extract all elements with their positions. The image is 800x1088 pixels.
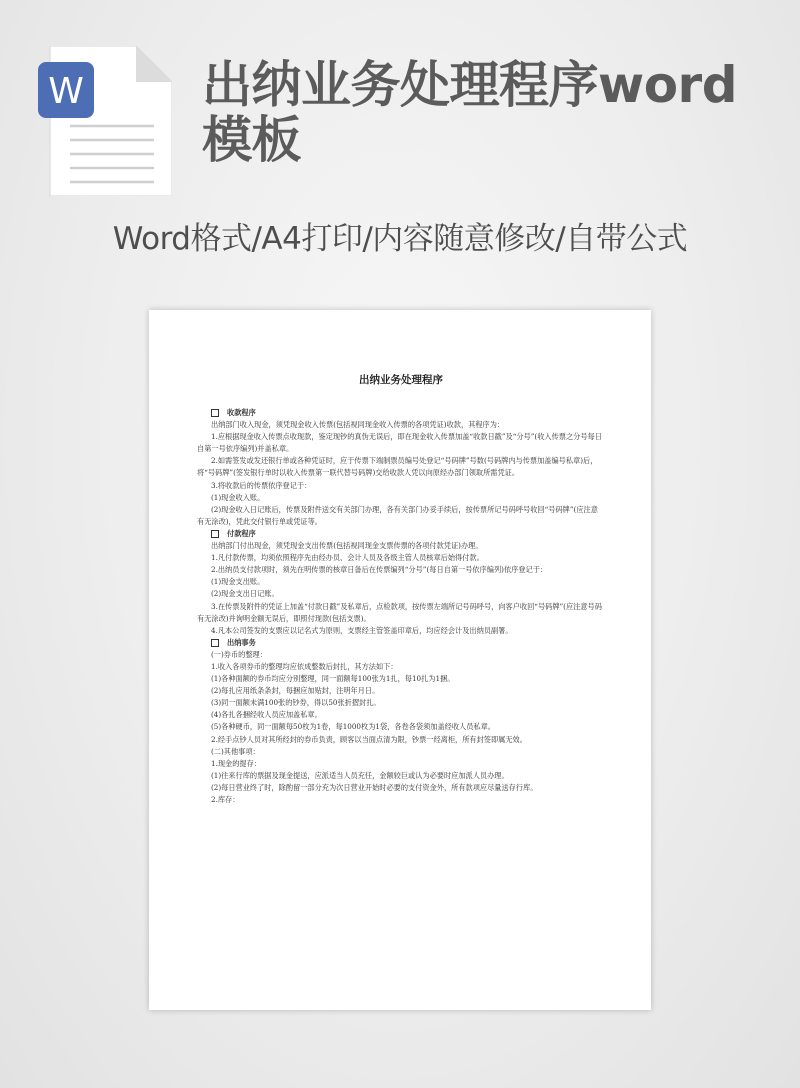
page-title: 出纳业务处理程序word模板 (202, 56, 737, 169)
paragraph (197, 746, 605, 758)
paragraph (197, 492, 605, 504)
paragraph-text: 付款程序 (227, 528, 256, 538)
section-heading (197, 528, 605, 540)
checkbox-icon (211, 639, 219, 647)
word-file-icon (38, 46, 172, 196)
paragraph-text: (1)现金收入账。 (211, 492, 265, 502)
paragraph-text: (2)现金支出日记账。 (211, 589, 279, 599)
paragraph-text: 3.在传票及附件的凭证上加盖“付款日戳”及私章后，点检款项，按传票左端所记号码呼号，向客户收回“号码牌”(应注意号码有无涂改)并询明金额无误后，即照付现款(包括支票)。 (197, 601, 602, 623)
paragraph-text: 1.现金的提存： (211, 758, 261, 768)
paragraph (197, 601, 605, 625)
paragraph-text: 出纳事务 (227, 637, 256, 647)
paragraph (197, 685, 605, 697)
paragraph (197, 770, 605, 782)
paragraph-text: 收款程序 (227, 408, 256, 417)
section-heading (197, 407, 605, 419)
paragraph (197, 552, 605, 564)
paragraph-text: (一)券币的整理： (211, 649, 267, 659)
paragraph (197, 504, 605, 528)
paragraph-text: 2.经手点钞人员对其所经封的券币负责，顾客以当面点清为限，钞票一经离柜，所有封签即属无效。 (211, 734, 527, 744)
paragraph (197, 588, 605, 600)
paragraph-text: (二)其他事项： (211, 746, 260, 756)
paragraph-text: (3)同一面额未满100张的钞券，得以50张折摺封扎。 (211, 698, 381, 708)
paragraph (197, 540, 605, 552)
paragraph (197, 661, 605, 673)
paragraph-text: (5)各种硬币，同一面额每50枚为1卷，每1000枚为1袋，各卷各袋须加盖经收人员私章。 (211, 722, 495, 732)
paragraph-text: 2.库存： (211, 795, 240, 804)
section-heading (197, 637, 605, 649)
paragraph (197, 431, 605, 455)
paragraph-text: (2)每扎应用纸条条封，每捆应加贴封，注明年月日。 (211, 686, 380, 696)
checkbox-icon (211, 409, 219, 417)
paragraph-text: (2)现金收入日记账后，传票及附件送交有关部门办理，各有关部门办妥手续后，按传票所记号码呼号收回“号码牌”(应注意有无涂改)，凭此交付银行单或凭证等。 (197, 504, 598, 526)
paragraph-text: 1.收入各项券币的整理均应依成整数后封扎，其方法如下： (211, 661, 398, 671)
paragraph (197, 721, 605, 733)
paragraph (197, 625, 605, 637)
paragraph-text: 出纳部门收入现金，须凭现金收入传票(包括视同现金收入传票的各项凭证)收款，其程序为： (211, 420, 505, 430)
paragraph (197, 576, 605, 588)
paragraph (197, 794, 605, 806)
paragraph (197, 697, 605, 709)
paragraph-text: (2)每日营业终了时，除酌留一部分充为次日营业开始时必要的支付资金外，所有款项应尽量送存行库。 (211, 782, 538, 792)
paragraph-text: (1)各种面额的券币均应分别整理，同一面额每100张为1扎，每10扎为1捆。 (211, 674, 455, 684)
paragraph (197, 782, 605, 794)
document-body (197, 407, 605, 806)
paragraph-text: 2.如需签发或发还银行单或各种凭证时，应于传票下端制票员编号处登记“号码牌”号数(号码牌内与传票加盖编号私章)后，将“号码牌”(签发银行单时以收入传票第一联代替号码牌)交给收款人凭以向原经办部门领取所需凭证。 (197, 456, 598, 478)
paragraph (197, 734, 605, 746)
paragraph-text: 2.出纳员支付款项时，须先在明传票的核章日备后在传票编列“分号”(每日自第一号依序编列)依序登记于： (211, 565, 548, 575)
paragraph-text: 3.将收款后的传票依序登记于： (211, 480, 312, 490)
paragraph-text: 4.凡本公司签发的支票应以记名式为原则，支票经主管签盖印章后，均应经会计及出纳员副署。 (211, 625, 513, 635)
checkbox-icon (211, 530, 219, 538)
word-icon-letter: W (48, 71, 84, 112)
paragraph-text: (1)往来行库的票据及现金提送，应派适当人员充任，金额较巨或认为必要时应加派人员办理。 (211, 770, 509, 780)
paragraph (197, 419, 605, 431)
paragraph (197, 480, 605, 492)
paragraph (197, 673, 605, 685)
paragraph (197, 758, 605, 770)
document-title: 出纳业务处理程序 (359, 374, 443, 386)
paragraph (197, 709, 605, 721)
paragraph (197, 564, 605, 576)
paragraph-text: 1.凡付款传票，均须依照程序先由经办员、会计人员及各级主管人员核章后始得付款。 (211, 553, 484, 563)
paragraph (197, 649, 605, 661)
page-subtitle: Word格式/A4打印/内容随意修改/自带公式 (112, 221, 688, 257)
paragraph-text: (4)各扎各捆经收人员应加盖私章。 (211, 710, 322, 720)
paragraph-text: 出纳部门付出现金，须凭现金支出传票(包括视同现金支票传票的各项付款凭证)办理。 (211, 541, 483, 551)
paragraph (197, 455, 605, 479)
paragraph-text: 1.应根据现金收入传票点收现款，鉴定现钞的真伪无误后，即在现金收入传票加盖“收款日戳”及“分号”(收入传票之分号每日自第一号依序编列)并盖私章。 (197, 432, 602, 454)
document-preview (149, 310, 651, 1010)
paragraph-text: (1)现金支出账。 (211, 577, 265, 587)
